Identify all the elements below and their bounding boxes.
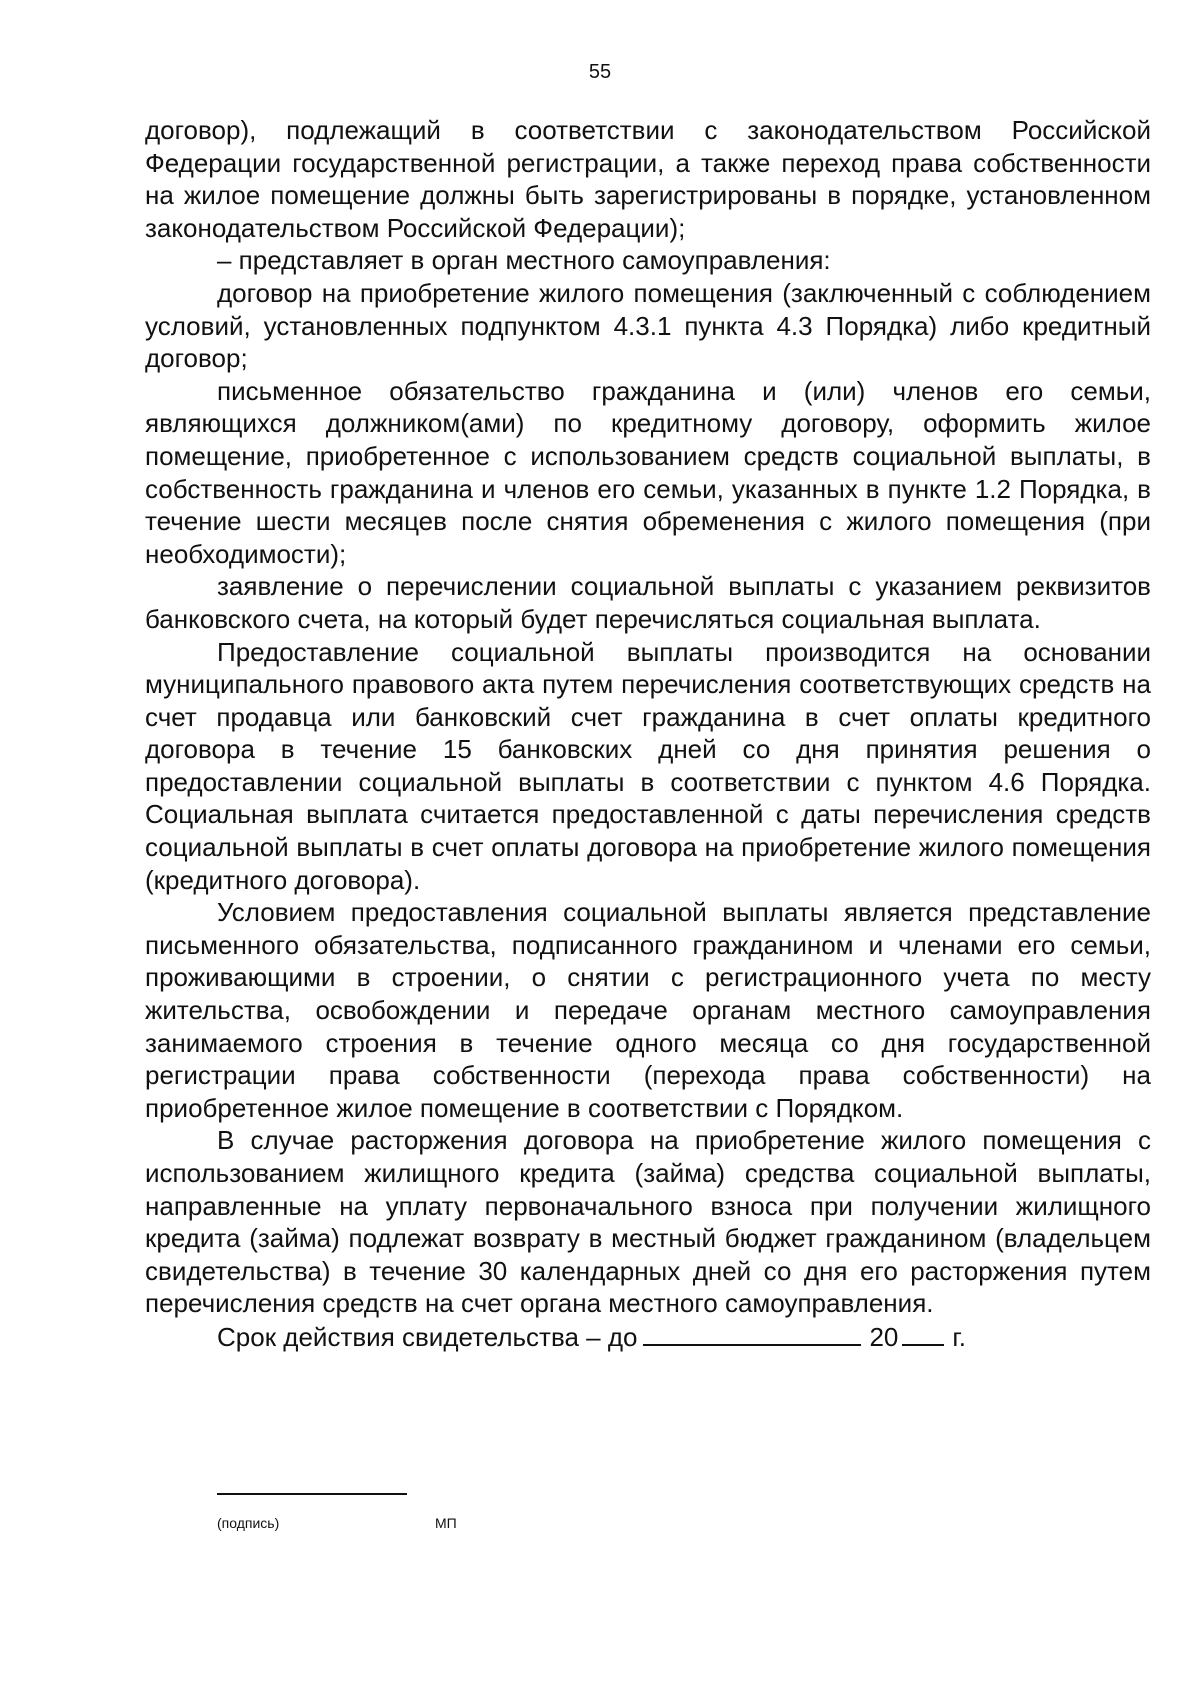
paragraph-1: договор), подлежащий в соответствии с законодательством Российской Федерации государственной регистрации, а также переход права собственности на жилое помещение должны быть зарегистрированы в порядке, установленном законодательством Российской Федерации); xyxy=(145,115,1151,243)
paragraph-4: письменное обязательство гражданина и (или) членов его семьи, являющихся должником(ами) по кредитному договору, оформить жилое помещение, приобретенное с использованием средств социальной выплаты, в собственность гражданина и членов его семьи, указанных в пункте 1.2 Порядка, в течение шести месяцев после снятия обременения с жилого помещения (при необходимости); xyxy=(145,375,1151,569)
signature-caption: (подпись) xyxy=(217,1515,280,1531)
validity-date-blank[interactable] xyxy=(643,1320,861,1346)
validity-line xyxy=(145,1320,1151,1354)
paragraph-6: Предоставление социальной выплаты производится на основании муниципального правового акта путем перечисления соответствующих средств на счет продавца или банковский счет гражданина в счет оплаты кредитного договора в течение 15 банковских дней со дня принятия решения о предоставлении социальной выплаты в соответствии с пунктом 4.6 Порядка. Социальная выплата считается предоставленной с даты перечисления средств социальной выплаты в счет оплаты договора на приобретение жилого помещения (кредитного договора). xyxy=(145,636,1151,895)
signature-line[interactable] xyxy=(217,1493,407,1495)
validity-year-suffix: г. xyxy=(952,1321,966,1352)
validity-year-prefix: 20 xyxy=(869,1321,899,1352)
validity-year-blank[interactable] xyxy=(902,1320,944,1346)
paragraph-8: В случае расторжения договора на приобретение жилого помещения с использованием жилищного кредита (займа) средства социальной выплаты, направленные на уплату первоначального взноса при получении жилищного кредита (займа) подлежат возврату в местный бюджет гражданином (владельцем свидетельства) в течение 30 календарных дней со дня его расторжения путем перечисления средств на счет органа местного самоуправления. xyxy=(145,1125,1151,1319)
paragraph-5: заявление о перечислении социальной выплаты с указанием реквизитов банковского счета, на который будет перечисляться социальная выплата. xyxy=(145,571,1151,634)
page-number: 55 xyxy=(588,61,612,83)
paragraph-2: – представляет в орган местного самоуправления: xyxy=(217,245,831,276)
stamp-caption: МП xyxy=(435,1515,457,1531)
paragraph-7: Условием предоставления социальной выплаты является представление письменного обязательства, подписанного гражданином и членами его семьи, проживающими в строении, о снятии с регистрационного учета по месту жительства, освобождении и передаче органам местного самоуправления занимаемого строения в течение одного месяца со дня государственной регистрации права собственности (перехода права собственности) на приобретенное жилое помещение в соответствии с Порядком. xyxy=(145,897,1151,1123)
document-body xyxy=(145,114,1151,1354)
validity-label: Срок действия свидетельства – до xyxy=(217,1321,638,1352)
paragraph-3: договор на приобретение жилого помещения (заключенный с соблюдением условий, установленных подпунктом 4.3.1 пункта 4.3 Порядка) либо кредитный договор; xyxy=(145,277,1151,374)
